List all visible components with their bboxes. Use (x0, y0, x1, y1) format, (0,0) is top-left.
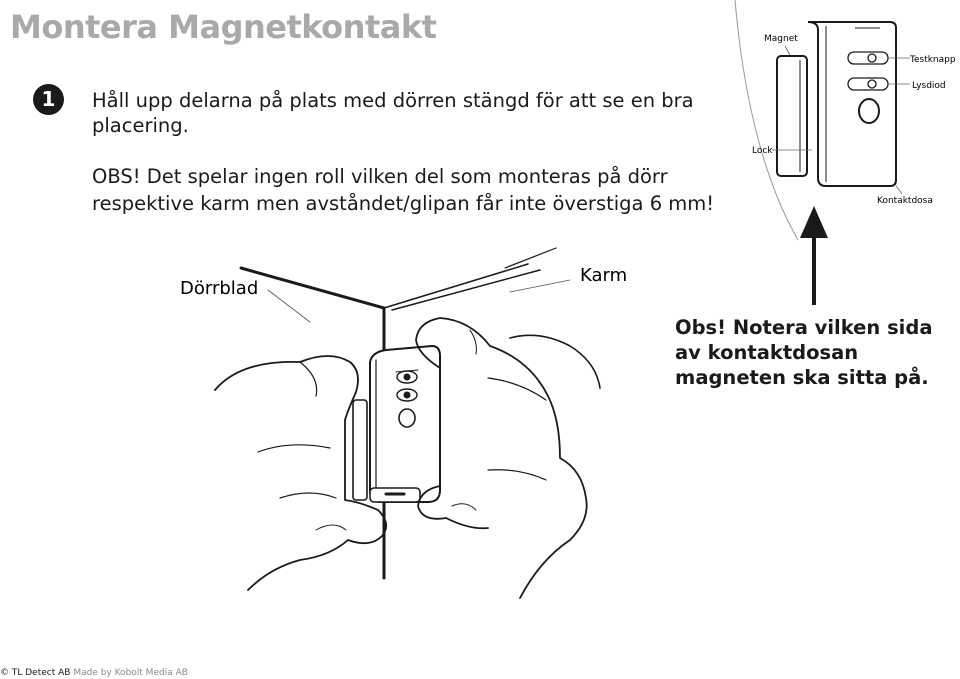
step-instruction: Håll upp delarna på plats med dörren stängd för att se en bra placering. (92, 89, 694, 137)
footer-company: © TL Detect AB (0, 668, 71, 678)
label-magnet: Magnet (764, 34, 798, 44)
step-number-badge: 1 (33, 84, 64, 115)
right-hand (416, 318, 587, 598)
label-lock: Lock (752, 146, 773, 156)
label-karm: Karm (580, 265, 628, 286)
obs-warning: OBS! Det spelar ingen roll vilken del som monteras på dörr respektive karm men avståndet/glipan får inte överstiga 6 mm! (92, 165, 715, 215)
label-lysdiod: Lysdiod (912, 81, 946, 91)
footer (0, 668, 188, 678)
label-kontaktdosa: Kontaktdosa (877, 196, 933, 206)
footer-maker: Made by Kobolt Media AB (73, 668, 188, 678)
label-testknapp: Testknapp (910, 55, 956, 65)
label-dorrblad: Dörrblad (180, 278, 259, 299)
page-title: Montera Magnetkontakt (10, 8, 437, 46)
magnet-side-note: Obs! Notera vilken sida av kontaktdosan magneten ska sitta på. (675, 316, 933, 389)
